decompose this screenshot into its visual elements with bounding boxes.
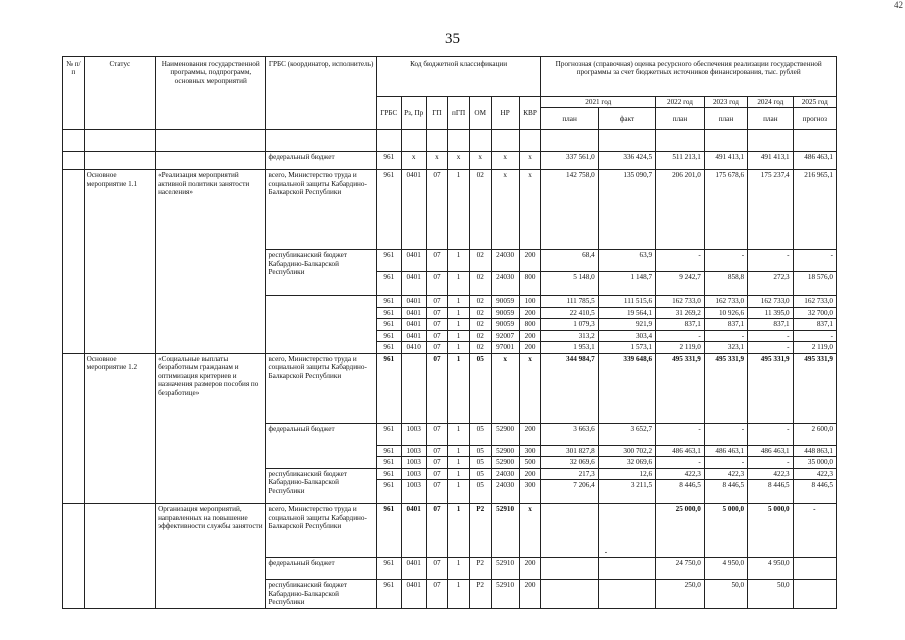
code-cell: 200 [519,330,541,341]
value-cell: 162 733,0 [748,296,793,307]
value-cell: 2 600,0 [793,423,836,445]
code-cell: 02 [469,307,491,318]
code-cell: 0401 [401,319,426,330]
value-cell: - [748,330,793,341]
value-cell: 1 953,1 [541,342,598,353]
value-cell: 162 733,0 [704,296,747,307]
code-cell: 05 [469,353,491,423]
code-cell: 07 [426,296,448,307]
header-sub: прогноз [793,108,836,130]
code-cell: 200 [519,423,541,445]
header-year: 2025 год [793,97,836,108]
value-cell: 323,1 [704,342,747,353]
code-cell: 02 [469,319,491,330]
table-row [63,504,837,558]
code-cell: 1 [448,272,470,296]
code-cell: 07 [426,457,448,468]
code-cell: 961 [376,152,401,170]
value-cell: 300 702,2 [598,445,655,456]
code-cell: 961 [376,353,401,423]
code-cell: 52900 [491,457,519,468]
code-cell: 200 [519,342,541,353]
value-cell: 35 000,0 [793,457,836,468]
code-cell: 1 [448,330,470,341]
value-cell: 491 413,1 [704,152,747,170]
value-cell: 50,0 [704,580,747,608]
code-cell: 1 [448,170,470,250]
code-cell: 0401 [401,558,426,580]
name-cell: «Социальные выплаты безработным гражданам и оптимизация критериев и назначения размеров пособия по безработице» [156,353,266,503]
code-cell: x [491,170,519,250]
value-cell: - [748,250,793,272]
value-cell: 1 148,7 [598,272,655,296]
value-cell: 175 678,6 [704,170,747,250]
source-cell: всего, Министерство труда и социальной защиты Кабардино-Балкарской Республики [266,504,376,558]
value-cell: 422,3 [656,468,705,479]
table-row [63,170,837,250]
value-cell: 3 652,7 [598,423,655,445]
value-cell [541,504,598,558]
value-cell: 18 576,0 [793,272,836,296]
code-cell: 1 [448,250,470,272]
value-cell: 495 331,9 [704,353,747,423]
code-cell: 90059 [491,307,519,318]
code-cell: 0401 [401,504,426,558]
value-cell: 5 000,0 [704,504,747,558]
code-cell: 07 [426,307,448,318]
code-cell: 961 [376,272,401,296]
code-cell: 961 [376,558,401,580]
code-cell: 1003 [401,457,426,468]
code-cell: x [491,353,519,423]
code-cell: 500 [519,457,541,468]
value-cell: 50,0 [748,580,793,608]
code-cell: 1 [448,558,470,580]
value-cell: 162 733,0 [793,296,836,307]
code-cell: 24030 [491,468,519,479]
value-cell: 486 463,1 [793,152,836,170]
code-cell: 05 [469,423,491,445]
header-sub: план [704,108,747,130]
header-code-col: Рз, Пр [401,97,426,130]
value-cell: 5 000,0 [748,504,793,558]
value-cell: 162 733,0 [656,296,705,307]
code-cell: 800 [519,319,541,330]
status-cell [84,504,155,608]
value-cell: 5 148,0 [541,272,598,296]
value-cell: 142 758,0 [541,170,598,250]
code-cell: 1003 [401,468,426,479]
source-cell: республиканский бюджет Кабардино-Балкарской Республики [266,580,376,608]
value-cell: 12,6 [598,468,655,479]
value-cell: 32 069,6 [598,457,655,468]
header-code-col: ОМ [469,97,491,130]
code-cell: 100 [519,296,541,307]
value-cell: 19 564,1 [598,307,655,318]
code-cell: 0401 [401,330,426,341]
code-cell: x [519,353,541,423]
value-cell: 336 424,5 [598,152,655,170]
table-row [63,152,837,170]
code-cell: 961 [376,423,401,445]
value-cell: 9 242,7 [656,272,705,296]
value-cell: 8 446,5 [656,480,705,504]
value-cell: 837,1 [748,319,793,330]
value-cell: - [748,423,793,445]
value-cell: 216 965,1 [793,170,836,250]
code-cell: 961 [376,330,401,341]
value-cell: 448 863,1 [793,445,836,456]
header-code-col: ГП [426,97,448,130]
table-row [63,353,837,423]
code-cell: 961 [376,468,401,479]
code-cell: 07 [426,468,448,479]
value-cell: 837,1 [793,319,836,330]
code-cell: 961 [376,296,401,307]
code-cell: x [426,152,448,170]
value-cell: - [748,457,793,468]
code-cell: 0410 [401,342,426,353]
source-cell: республиканский бюджет Кабардино-Балкарской Республики [266,468,376,503]
code-cell: 1003 [401,480,426,504]
code-cell: 02 [469,272,491,296]
value-cell [598,558,655,580]
code-cell: x [401,152,426,170]
value-cell: - [598,504,655,558]
value-cell: 858,8 [704,272,747,296]
value-cell: 217,3 [541,468,598,479]
code-cell: 24030 [491,480,519,504]
header-code-col: пГП [448,97,470,130]
code-cell: 07 [426,250,448,272]
value-cell: 4 950,0 [748,558,793,580]
value-cell: 135 090,7 [598,170,655,250]
status-cell: Основное мероприятие 1.1 [84,170,155,353]
code-cell: 200 [519,250,541,272]
header-code-col: КВР [519,97,541,130]
code-cell: 52900 [491,445,519,456]
header-year: 2024 год [748,97,793,108]
code-cell: 05 [469,468,491,479]
value-cell: 32 069,6 [541,457,598,468]
header-year: 2023 год [704,97,747,108]
value-cell: 837,1 [656,319,705,330]
value-cell: 495 331,9 [793,353,836,423]
code-cell: 1 [448,342,470,353]
code-cell: P2 [469,558,491,580]
page-number: 35 [445,31,460,47]
code-cell: 07 [426,170,448,250]
code-cell: 24030 [491,250,519,272]
code-cell: 07 [426,330,448,341]
code-cell: 24030 [491,272,519,296]
code-cell: P2 [469,504,491,558]
value-cell: - [793,250,836,272]
value-cell: 339 648,6 [598,353,655,423]
value-cell: - [704,423,747,445]
header-status: Статус [84,57,155,130]
value-cell: 486 463,1 [656,445,705,456]
code-cell: 02 [469,250,491,272]
value-cell: 10 926,6 [704,307,747,318]
code-cell: 961 [376,480,401,504]
code-cell: 961 [376,445,401,456]
code-cell: 05 [469,457,491,468]
code-cell: 07 [426,480,448,504]
code-cell: x [519,170,541,250]
code-cell: 1003 [401,423,426,445]
value-cell: 837,1 [704,319,747,330]
source-cell: всего, Министерство труда и социальной защиты Кабардино-Балкарской Республики [266,170,376,250]
value-cell: 111 785,5 [541,296,598,307]
value-cell: 250,0 [656,580,705,608]
value-cell: 8 446,5 [793,480,836,504]
status-cell: Основное мероприятие 1.2 [84,353,155,503]
code-cell: 300 [519,480,541,504]
code-cell: 90059 [491,296,519,307]
header-code-col: НР [491,97,519,130]
corner-mark: 42 [894,0,903,10]
value-cell: 511 213,1 [656,152,705,170]
code-cell: 02 [469,342,491,353]
value-cell [793,558,836,580]
code-cell: 1003 [401,445,426,456]
code-cell: 07 [426,558,448,580]
code-cell: x [519,504,541,558]
value-cell: 272,3 [748,272,793,296]
budget-table [62,56,837,609]
code-cell: 961 [376,580,401,608]
value-cell: 422,3 [748,468,793,479]
code-cell: 07 [426,504,448,558]
code-cell: 961 [376,170,401,250]
code-cell: 52910 [491,580,519,608]
value-cell [598,580,655,608]
code-cell: 300 [519,445,541,456]
value-cell [541,580,598,608]
value-cell: 486 463,1 [748,445,793,456]
header-sub: план [541,108,598,130]
value-cell: 495 331,9 [656,353,705,423]
value-cell: 303,4 [598,330,655,341]
value-cell: 337 561,0 [541,152,598,170]
header-grbs: ГРБС (координатор, исполнитель) [266,57,376,130]
code-cell: 1 [448,457,470,468]
code-cell: 1 [448,468,470,479]
value-cell: 495 331,9 [748,353,793,423]
source-cell: федеральный бюджет [266,558,376,580]
code-cell: 02 [469,296,491,307]
code-cell: 200 [519,307,541,318]
code-cell: 07 [426,580,448,608]
code-cell: 07 [426,319,448,330]
code-cell [401,353,426,423]
code-cell: 961 [376,319,401,330]
header-sub: факт [598,108,655,130]
value-cell: 175 237,4 [748,170,793,250]
code-cell: 0401 [401,272,426,296]
code-cell: 05 [469,480,491,504]
code-cell: x [469,152,491,170]
code-cell: 0401 [401,580,426,608]
header-no: № п/п [63,57,85,130]
value-cell: 32 700,0 [793,307,836,318]
value-cell: - [704,457,747,468]
code-cell: 92007 [491,330,519,341]
source-cell: всего, Министерство труда и социальной защиты Кабардино-Балкарской Республики [266,353,376,423]
code-cell: P2 [469,580,491,608]
header-forecast-group: Прогнозная (справочная) оценка ресурсного обеспечения реализации государственной программы за счет бюджетных источников финансирования, тыс. рублей [541,57,837,97]
value-cell: - [656,250,705,272]
code-cell: 97001 [491,342,519,353]
code-cell: 1 [448,296,470,307]
code-cell: 07 [426,342,448,353]
value-cell: 68,4 [541,250,598,272]
value-cell: 8 446,5 [748,480,793,504]
code-cell: 07 [426,353,448,423]
value-cell: 7 206,4 [541,480,598,504]
value-cell: - [704,330,747,341]
value-cell: 491 413,1 [748,152,793,170]
code-cell: 07 [426,272,448,296]
value-cell: 22 410,5 [541,307,598,318]
value-cell: - [793,330,836,341]
value-cell: 486 463,1 [704,445,747,456]
code-cell: 1 [448,319,470,330]
code-cell: 0401 [401,296,426,307]
value-cell: 422,3 [793,468,836,479]
code-cell: 961 [376,307,401,318]
code-cell: 1 [448,504,470,558]
header-year: 2022 год [656,97,705,108]
code-cell: 1 [448,580,470,608]
code-cell: 800 [519,272,541,296]
code-cell: 52910 [491,558,519,580]
value-cell: - [656,457,705,468]
value-cell: 8 446,5 [704,480,747,504]
value-cell: 1 573,1 [598,342,655,353]
value-cell [541,558,598,580]
code-cell: 1 [448,307,470,318]
value-cell [793,580,836,608]
code-cell: 961 [376,457,401,468]
code-cell: 52910 [491,504,519,558]
value-cell: - [748,342,793,353]
code-cell: 05 [469,445,491,456]
value-cell: 31 269,2 [656,307,705,318]
code-cell: 0401 [401,170,426,250]
header-year: 2021 год [541,97,656,108]
value-cell: 24 750,0 [656,558,705,580]
source-cell: республиканский бюджет Кабардино-Балкарской Республики [266,250,376,296]
code-cell: 961 [376,342,401,353]
value-cell: 206 201,0 [656,170,705,250]
code-cell: x [519,152,541,170]
value-cell: 344 984,7 [541,353,598,423]
header-sub: план [656,108,705,130]
code-cell: 90059 [491,319,519,330]
value-cell: 3 663,6 [541,423,598,445]
code-cell: 961 [376,250,401,272]
value-cell: 4 950,0 [704,558,747,580]
header-code-group: Код бюджетной классификации [376,57,541,97]
code-cell: 961 [376,504,401,558]
code-cell: 200 [519,468,541,479]
source-cell: федеральный бюджет [266,423,376,468]
code-cell: 02 [469,170,491,250]
code-cell: 07 [426,423,448,445]
value-cell: - [704,250,747,272]
code-cell: 07 [426,445,448,456]
source-cell: федеральный бюджет [266,152,376,170]
value-cell: 25 000,0 [656,504,705,558]
value-cell: 313,2 [541,330,598,341]
value-cell: 11 395,0 [748,307,793,318]
header-name: Наименования государственной программы, подпрограмм, основных мероприятий [156,57,266,130]
code-cell: x [448,152,470,170]
value-cell: - [793,504,836,558]
code-cell: 200 [519,558,541,580]
value-cell: - [656,330,705,341]
code-cell: x [491,152,519,170]
header-code-col: ГРБС [376,97,401,130]
value-cell: 921,9 [598,319,655,330]
code-cell: 200 [519,580,541,608]
value-cell: 2 119,0 [793,342,836,353]
code-cell: 1 [448,445,470,456]
value-cell: 2 119,0 [656,342,705,353]
code-cell: 0401 [401,250,426,272]
code-cell: 1 [448,480,470,504]
value-cell: 111 515,6 [598,296,655,307]
code-cell: 1 [448,353,470,423]
header-sub: план [748,108,793,130]
value-cell: 63,9 [598,250,655,272]
value-cell: 301 827,8 [541,445,598,456]
value-cell: 1 079,3 [541,319,598,330]
code-cell: 52900 [491,423,519,445]
value-cell: 3 211,5 [598,480,655,504]
code-cell: 0401 [401,307,426,318]
name-cell: «Реализация мероприятий активной политики занятости населения» [156,170,266,353]
value-cell: 422,3 [704,468,747,479]
code-cell: 02 [469,330,491,341]
name-cell: Организация мероприятий, направленных на повышение эффективности службы занятости [156,504,266,608]
table-row [63,130,837,152]
code-cell: 1 [448,423,470,445]
value-cell: - [656,423,705,445]
